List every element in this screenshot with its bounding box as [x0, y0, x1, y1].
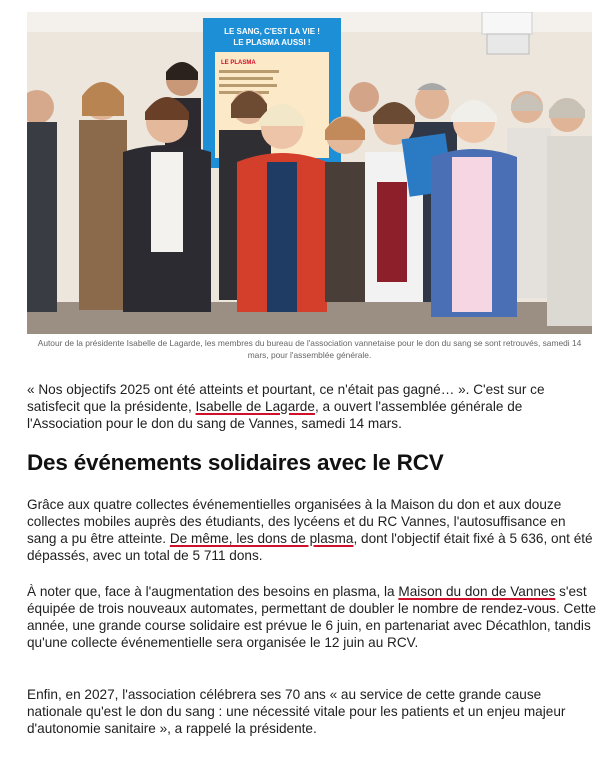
- link-maison-du-don[interactable]: Maison du don de Vannes: [398, 584, 556, 599]
- intro-text-before: « Nos objectifs 2025 ont été atteints et pourtant, ce n'était pas gagné… ». C'est sur ce satisfecit que la présidente,: [27, 382, 545, 414]
- collections-text-before: Grâce aux quatre collectes événementielles organisées à la Maison du don et aux douze collectes mobiles auprès des étudiants, des lycéens et du RC Vannes, l'autosuffisance en sang a pu être atteinte.: [27, 497, 566, 546]
- section-heading: Des événements solidaires avec le RCV: [27, 450, 444, 475]
- intro-text-after: , a ouvert l'assemblée générale de l'Association pour le don du sang de Vannes, samedi 14 mars.: [27, 399, 523, 431]
- group-photo: [27, 12, 592, 334]
- collections-text-after: , dont l'objectif était fixé à 5 636, ont été dépassés, avec un total de 5 711 dons.: [27, 531, 593, 563]
- poster-line1: LE SANG, C'EST LA VIE !: [224, 27, 320, 36]
- photo-caption: Autour de la présidente Isabelle de Lagarde, les membres du bureau de l'association vannetaise pour le don du sang se sont retrouvés, samedi 14 mars, pour l'assemblée générale.: [37, 338, 582, 360]
- collections-paragraph: [27, 496, 597, 564]
- plasma-text-after: s'est équipée de trois nouveaux automates, permettant de doubler le nombre de rendez-vous. Cette année, une grande course solidaire est prévue le 6 juin, en partenariat avec Décathlon, tandis qu'une collecte événementielle sera organisée le 12 juin au RCV.: [27, 584, 597, 650]
- link-dons-de-plasma[interactable]: De même, les dons de plasma: [169, 531, 354, 546]
- link-isabelle-de-lagarde[interactable]: Isabelle de Lagarde: [195, 399, 315, 414]
- plasma-paragraph: [27, 583, 597, 651]
- intro-paragraph: [27, 381, 597, 432]
- poster-label: LE PLASMA: [221, 60, 256, 66]
- plasma-text-before: À noter que, face à l'augmentation des besoins en plasma, la: [27, 584, 399, 599]
- anniversary-paragraph: Enfin, en 2027, l'association célébrera ses 70 ans « au service de cette grande cause nationale qu'est le don du sang : une nécessité vitale pour les patients et un enjeu majeur d'autonomie sanitaire », a rappelé la présidente.: [27, 687, 566, 736]
- poster-line2: LE PLASMA AUSSI !: [233, 38, 311, 47]
